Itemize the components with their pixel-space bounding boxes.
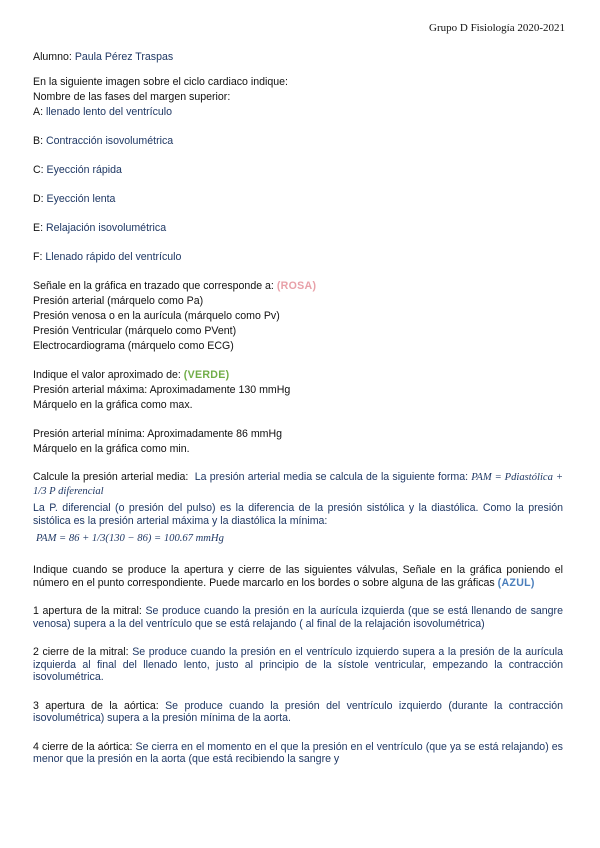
valve-label: 3 apertura de la aórtica: <box>33 699 159 712</box>
valve-item-3 <box>33 700 563 725</box>
phase-answer: Contracción isovolumétrica <box>45 135 174 147</box>
mean-pressure-question <box>33 471 563 498</box>
phase-item-e <box>33 221 563 236</box>
mean-explanation: La P. diferencial (o presión del pulso) es la diferencia de la presión sistólica y la diastólica. Como la presión sistólica es la presión arterial máxima y la diastólica la mínima: <box>33 502 563 527</box>
blue-tag: (AZUL) <box>497 576 535 589</box>
phase-item-b <box>33 134 563 149</box>
phase-answer: Relajación isovolumétrica <box>45 222 167 234</box>
min-pressure-line: Presión arterial mínima: Aproximadamente 86 mmHg <box>33 428 283 440</box>
valve-label: 2 cierre de la mitral: <box>33 646 129 658</box>
valve-label: 4 cierre de la aórtica: <box>33 740 133 753</box>
values-intro-text: Indique el valor aproximado de: <box>33 369 181 381</box>
phase-item-f <box>33 250 563 265</box>
phase-letter: B: <box>33 135 44 147</box>
trace-item: Presión Ventricular (márquelo como PVent) <box>33 325 237 337</box>
phase-letter: D: <box>33 193 44 205</box>
trace-item: Presión venosa o en la aurícula (márquelo como Pv) <box>33 310 280 322</box>
phase-answer: Llenado rápido del ventrículo <box>45 251 182 263</box>
green-tag: (VERDE) <box>183 369 230 381</box>
phase-letter: E: <box>33 222 44 234</box>
trace-item: Electrocardiograma (márquelo como ECG) <box>33 340 234 352</box>
valves-intro <box>33 564 563 589</box>
document-header: Grupo D Fisiología 2020-2021 <box>429 22 565 34</box>
phase-item-c <box>33 163 563 178</box>
max-pressure-line: Presión arterial máxima: Aproximadamente 130 mmHg <box>33 384 291 396</box>
mean-result-formula: PAM = 86 + 1/3(130 − 86) = 100.67 mmHg <box>36 533 224 544</box>
worksheet-body <box>33 50 563 766</box>
phase-item-d <box>33 192 563 207</box>
pink-tag: (ROSA) <box>276 280 317 292</box>
student-name: Paula Pérez Traspas <box>74 51 174 63</box>
traces-intro-text: Señale en la gráfica en trazado que corresponde a: <box>33 280 274 292</box>
traces-intro <box>33 279 563 294</box>
valve-item-1 <box>33 605 563 630</box>
max-mark-line: Márquelo en la gráfica como max. <box>33 399 193 411</box>
phase-answer: Eyección rápida <box>46 164 122 176</box>
phase-answer: llenado lento del ventrículo <box>45 106 173 118</box>
valve-label: 1 apertura de la mitral: <box>33 605 142 617</box>
phase-answer: Eyección lenta <box>46 193 116 205</box>
student-label: Alumno: <box>33 51 72 63</box>
valve-answer: Se produce cuando la presión en el ventrículo izquierdo supera a la presión de la aurícula izquierda al final del llenado lento, justo al principio de la sístole ventricular, empezando la contracción isovolumétrica. <box>33 646 563 683</box>
phase-letter: A: <box>33 106 44 118</box>
phase-letter: C: <box>33 164 44 176</box>
mean-formula: PAM = Pdiastólica + 1/3 P diferencial <box>33 472 563 497</box>
phase-letter: F: <box>33 251 43 263</box>
valve-item-4 <box>33 741 563 766</box>
student-line <box>33 50 563 65</box>
valve-answer: Se produce cuando la presión en la aurícula izquierda (que se está llenando de sangre venosa) supera a la del ventrículo que se está relajando ( al final de la relajación isovolumétrica) <box>33 605 563 630</box>
phase-item-a <box>33 105 563 120</box>
valves-intro-text: Indique cuando se produce la apertura y cierre de las siguientes válvulas, Señale en la gráfica poniendo el número en el punto correspondiente. Puede marcarlo en los bordes o sobre alguna de las gráficas <box>33 564 563 589</box>
mean-answer: La presión arterial media se calcula de la siguiente forma: <box>194 471 469 483</box>
valve-answer: Se produce cuando la presión del ventrículo izquierdo (durante la contracción isovolumétrica) supera a la presión mínima de la aorta. <box>33 699 563 724</box>
min-mark-line: Márquelo en la gráfica como min. <box>33 443 190 455</box>
values-intro <box>33 368 563 383</box>
trace-item: Presión arterial (márquelo como Pa) <box>33 295 204 307</box>
valve-answer: Se cierra en el momento en el que la presión en el ventrículo (que ya se está relajando) es menor que la presión en la aorta (que está recibiendo la sangre y <box>33 740 563 765</box>
mean-label: Calcule la presión arterial media: <box>33 471 189 483</box>
valve-item-2 <box>33 646 563 684</box>
phases-subtitle: Nombre de las fases del margen superior: <box>33 91 231 103</box>
phases-intro: En la siguiente imagen sobre el ciclo cardiaco indique: <box>33 76 288 88</box>
